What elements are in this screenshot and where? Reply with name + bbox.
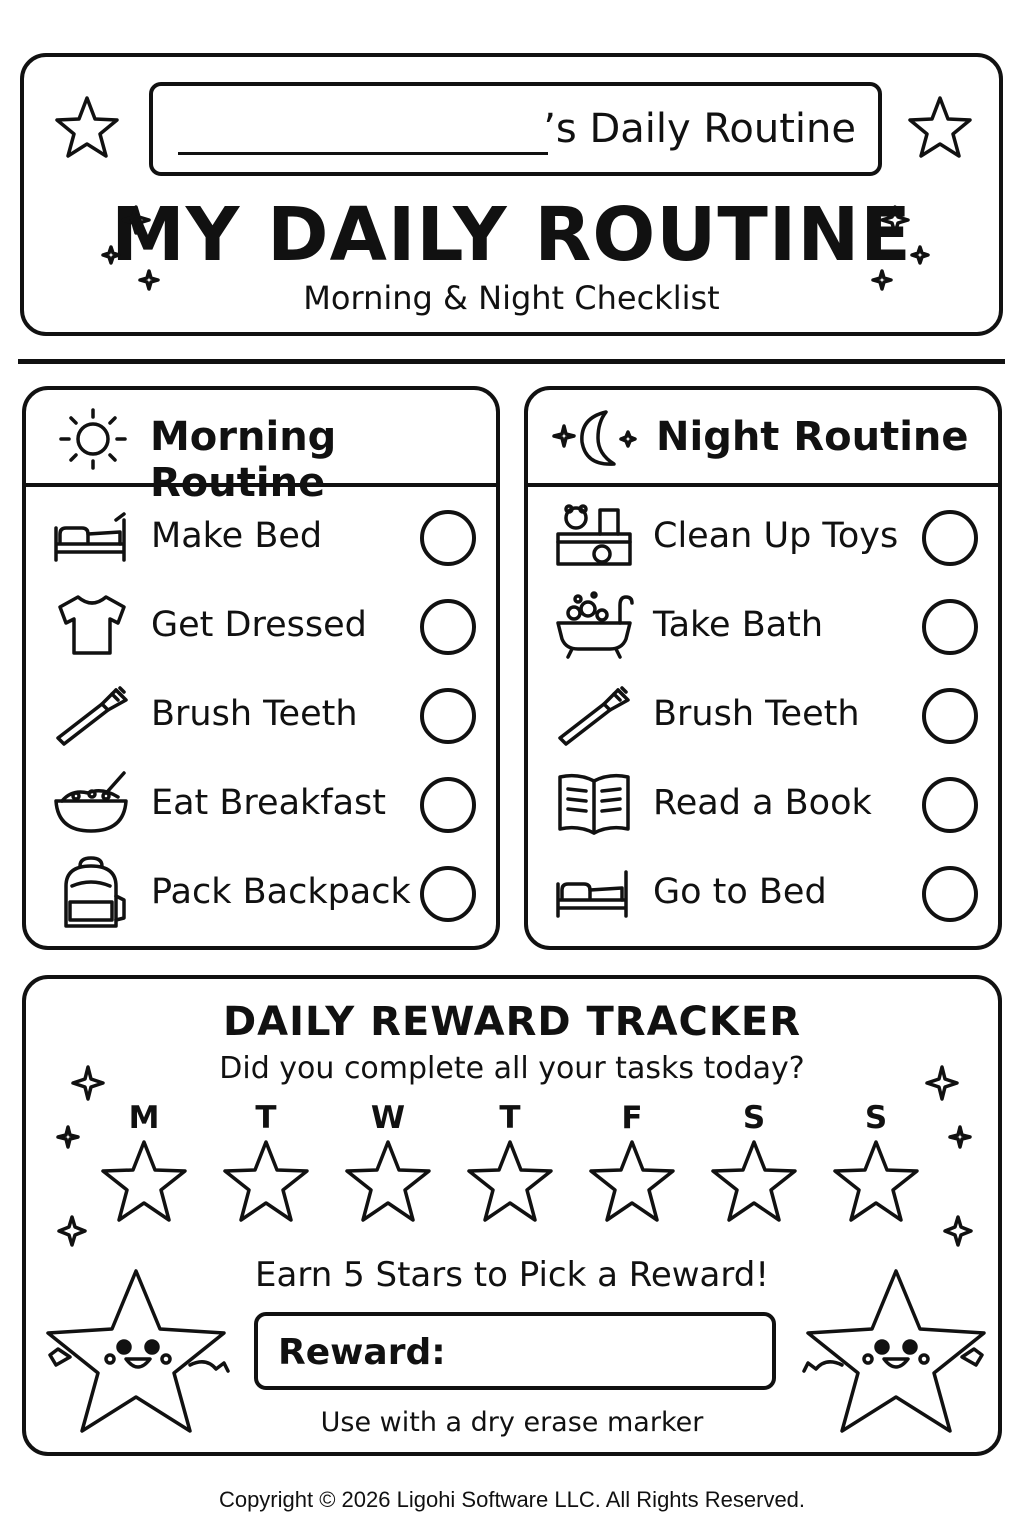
task-checkbox[interactable] bbox=[420, 688, 476, 744]
morning-routine-panel bbox=[22, 386, 500, 950]
day-label: T bbox=[255, 1100, 277, 1136]
sun-icon bbox=[58, 406, 128, 472]
task-label: Get Dressed bbox=[151, 605, 367, 645]
task-label: Pack Backpack bbox=[151, 872, 411, 912]
page-subtitle: Morning & Night Checklist bbox=[303, 279, 720, 317]
task-checkbox[interactable] bbox=[420, 599, 476, 655]
bathtub-icon bbox=[554, 589, 634, 661]
task-checkbox[interactable] bbox=[922, 510, 978, 566]
moon-icon bbox=[550, 404, 642, 474]
night-task-go-to-bed bbox=[528, 848, 998, 937]
task-label: Go to Bed bbox=[653, 872, 827, 912]
day-label: T bbox=[499, 1100, 521, 1136]
day-label: F bbox=[621, 1100, 643, 1136]
day-label: S bbox=[742, 1100, 766, 1136]
toy-box-icon bbox=[554, 500, 634, 572]
star-icon bbox=[907, 95, 973, 161]
header-card bbox=[20, 53, 1003, 336]
sparkle-icon bbox=[922, 1067, 982, 1267]
night-task-brush-teeth bbox=[528, 670, 998, 759]
section-divider bbox=[18, 359, 1005, 364]
task-label: Read a Book bbox=[653, 783, 872, 823]
bed-icon bbox=[554, 856, 632, 928]
cereal-bowl-icon bbox=[52, 767, 130, 839]
night-task-clean-up-toys bbox=[528, 492, 998, 581]
day-label: M bbox=[128, 1100, 160, 1136]
day-star-icon[interactable] bbox=[709, 1138, 799, 1224]
task-label: Make Bed bbox=[151, 516, 323, 556]
morning-task-pack-backpack bbox=[26, 848, 496, 937]
task-checkbox[interactable] bbox=[420, 510, 476, 566]
task-label: Eat Breakfast bbox=[151, 783, 387, 823]
day-star-icon[interactable] bbox=[343, 1138, 433, 1224]
day-star-icon[interactable] bbox=[831, 1138, 921, 1224]
reward-question: Did you complete all your tasks today? bbox=[219, 1051, 805, 1086]
task-checkbox[interactable] bbox=[922, 777, 978, 833]
toothbrush-icon bbox=[554, 678, 632, 750]
task-label: Brush Teeth bbox=[151, 694, 358, 734]
morning-task-get-dressed bbox=[26, 581, 496, 670]
reward-hint: Use with a dry erase marker bbox=[320, 1407, 704, 1438]
day-label: S bbox=[864, 1100, 888, 1136]
task-checkbox[interactable] bbox=[922, 688, 978, 744]
morning-panel-header bbox=[26, 390, 496, 506]
night-panel-header bbox=[528, 390, 998, 487]
day-star-icon[interactable] bbox=[587, 1138, 677, 1224]
sparkle-icon bbox=[869, 205, 929, 305]
name-field[interactable] bbox=[149, 82, 882, 176]
reward-input[interactable] bbox=[254, 1312, 776, 1390]
morning-task-make-bed bbox=[26, 492, 496, 581]
night-routine-panel bbox=[524, 386, 1002, 950]
star-icon bbox=[54, 95, 120, 161]
happy-star-mascot-icon bbox=[792, 1265, 992, 1435]
sparkle-icon bbox=[102, 205, 162, 305]
day-label: W bbox=[370, 1100, 406, 1136]
day-star-icon[interactable] bbox=[221, 1138, 311, 1224]
bed-icon bbox=[52, 500, 130, 572]
copyright-text: Copyright © 2026 Ligohi Software LLC. All Rights Reserved. bbox=[218, 1487, 806, 1512]
task-label: Brush Teeth bbox=[653, 694, 860, 734]
night-task-read-a-book bbox=[528, 759, 998, 848]
reward-title: DAILY REWARD TRACKER bbox=[222, 999, 802, 1045]
book-icon bbox=[554, 767, 634, 839]
morning-title: Morning Routine bbox=[150, 414, 337, 506]
name-blank-line bbox=[178, 152, 548, 155]
task-checkbox[interactable] bbox=[420, 777, 476, 833]
toothbrush-icon bbox=[52, 678, 130, 750]
task-label: Clean Up Toys bbox=[653, 516, 899, 556]
day-star-icon[interactable] bbox=[465, 1138, 555, 1224]
backpack-icon bbox=[52, 856, 130, 932]
task-checkbox[interactable] bbox=[922, 599, 978, 655]
page-title: MY DAILY ROUTINE bbox=[111, 192, 912, 278]
shirt-icon bbox=[52, 589, 130, 661]
morning-task-brush-teeth bbox=[26, 670, 496, 759]
reward-label: Reward: bbox=[278, 1332, 446, 1373]
happy-star-mascot-icon bbox=[40, 1265, 240, 1435]
night-task-take-bath bbox=[528, 581, 998, 670]
task-checkbox[interactable] bbox=[420, 866, 476, 922]
morning-task-eat-breakfast bbox=[26, 759, 496, 848]
name-suffix: ’s Daily Routine bbox=[543, 106, 856, 152]
task-label: Take Bath bbox=[653, 605, 824, 645]
reward-earn-text: Earn 5 Stars to Pick a Reward! bbox=[255, 1255, 769, 1295]
night-title: Night Routine bbox=[656, 414, 969, 460]
task-checkbox[interactable] bbox=[922, 866, 978, 922]
day-star-icon[interactable] bbox=[99, 1138, 189, 1224]
